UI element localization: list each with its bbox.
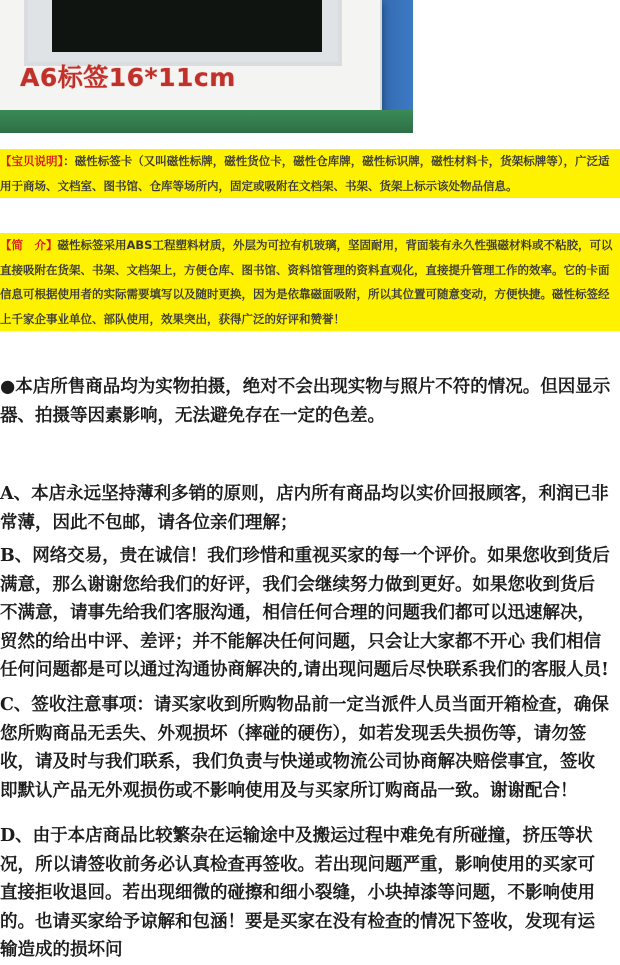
policy-a: A、本店永远坚持薄利多销的原则，店内所有商品均以实价回报顾客，利润已非常薄，因此不包邮，请各位亲们理解； xyxy=(0,484,609,533)
policy-b: B、网络交易，贵在诚信！我们珍惜和重视买家的每一个评价。如果您收到货后满意，那么谢谢您给我们的好评，我们会继续努力做到更好。如果您收到货后不满意，请事先给我们客服沟通，相信任何合理的问题我们都可以迅速解决，贸然的给出中评、差评；并不能解决任何问题，只会让大家都不开心 我们相信任何问题都是可以通过沟通协商解决的,请出现问题后尽快联系我们的客服人员! xyxy=(0,546,610,680)
card-window xyxy=(52,0,322,52)
policy-c: C、签收注意事项：请买家收到所购物品前一定当派件人员当面开箱检查，确保您所购商品无丢失、外观损坏（摔碰的硬伤），如若发现丢失损伤等，请勿签收，请及时与我们联系，我们负责与快递或物流公司协商解决赔偿事宜，签收即默认产品无外观损伤或不影响使用及与买家所订购商品一致。谢谢配合！ xyxy=(0,695,609,801)
policy-d: D、由于本店商品比较繁杂在运输途中及搬运过程中难免有所碰撞，挤压等状况，所以请签收前务必认真检查再签收。若出现问题严重，影响使用的买家可直接拒收退回。若出现细微的碰擦和细小裂缝，小块掉漆等问题，不影响使用的。也请买家给予谅解和包涵！要是买家在没有检查的情况下签收，发现有运输造成的损坏问 xyxy=(0,826,595,960)
photo-notice: ●本店所售商品均为实物拍摄，绝对不会出现实物与照片不符的情况。但因显示器、拍摄等因素影响，无法避免存在一定的色差。 xyxy=(0,377,611,426)
product-photo xyxy=(0,0,413,133)
brief-text: 磁性标签采用ABS工程塑料材质，外层为可拉有机玻璃，坚固耐用，背面装有永久性强磁材料或不粘胶，可以直接吸附在货架、书架、文档架上，方便仓库、图书馆、资料馆管理的资料直观化，直接提升管理工作的效率。它的卡面信息可根据使用者的实际需要填写以及随时更换，因为是依靠磁面吸附，所以其位置可随意变动，方便快捷。磁性标签经上千家企事业单位、部队使用，效果突出，获得广泛的好评和赞誉！ xyxy=(0,238,613,326)
photo-caption: A6标签16*11cm xyxy=(20,63,236,92)
description-tag: 【宝贝说明】 xyxy=(0,154,64,168)
product-description xyxy=(0,149,620,198)
description-text: ：磁性标签卡（又叫磁性标牌，磁性货位卡，磁性仓库牌，磁性标识牌，磁性材料卡，货架标牌等），广泛适用于商场、文档室、图书馆、仓库等场所内，固定或吸附在文档架、书架、货架上标示该处物品信息。 xyxy=(0,154,610,193)
magnetic-label-card xyxy=(0,0,382,112)
product-brief xyxy=(0,233,620,331)
brief-tag: 【简 介】 xyxy=(0,238,58,252)
green-shelf-strip xyxy=(0,110,413,133)
